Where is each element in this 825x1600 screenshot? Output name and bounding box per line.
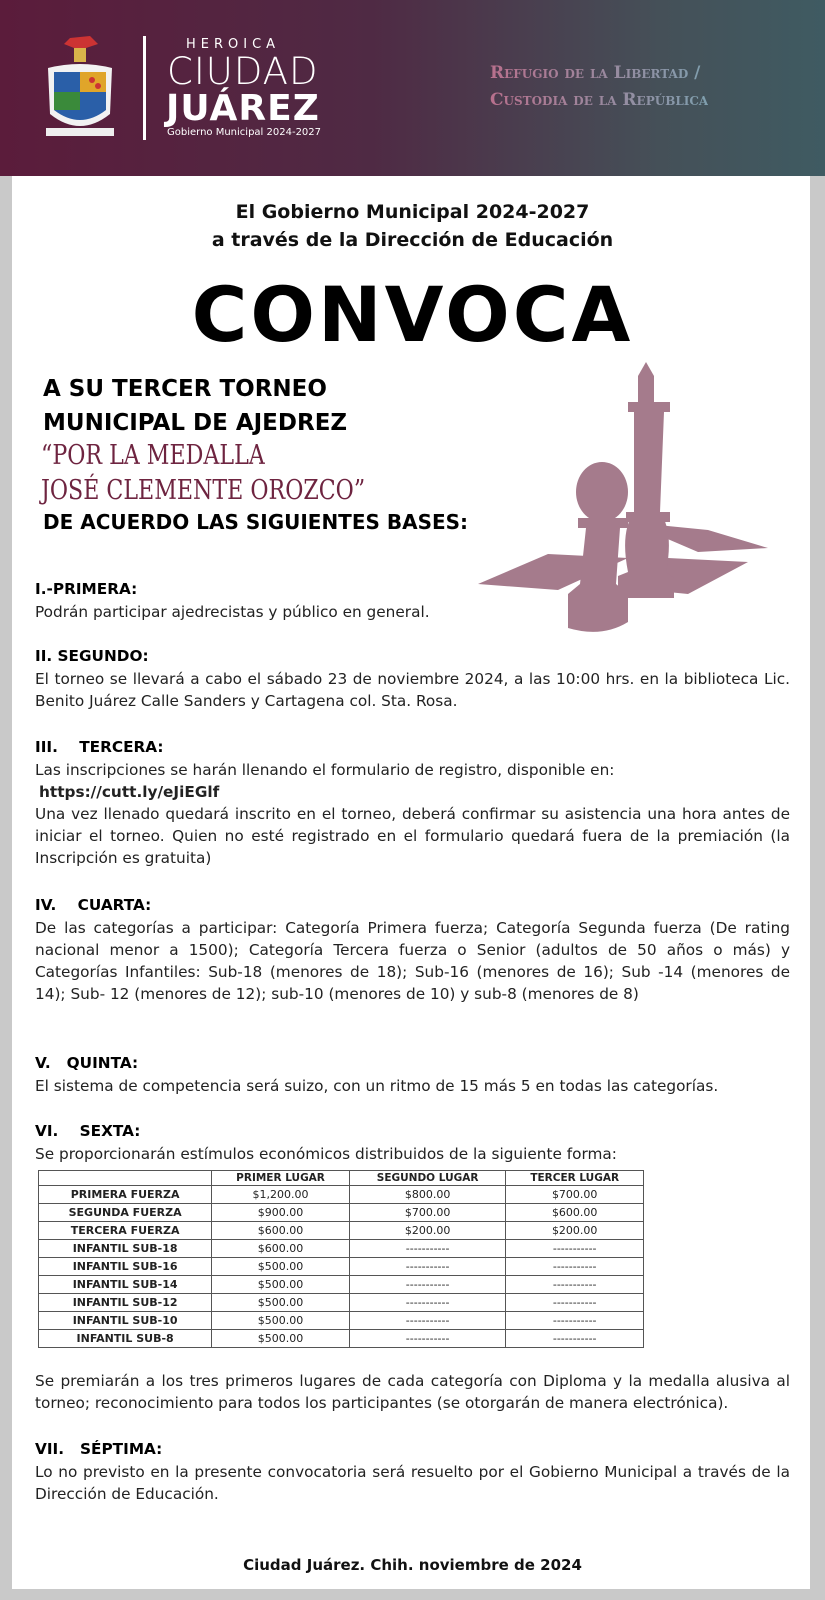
prize-cell: $600.00	[212, 1240, 350, 1258]
prize-cell: -----------	[506, 1240, 644, 1258]
section-heading: V. QUINTA:	[35, 1054, 139, 1072]
header-cell	[39, 1171, 212, 1186]
medal-line-2: JOSÉ CLEMENTE OROZCO”	[41, 475, 366, 506]
prize-cell: -----------	[506, 1276, 644, 1294]
table-row	[39, 1204, 644, 1222]
footer-place-date: Ciudad Juárez. Chih. noviembre de 2024	[243, 1556, 582, 1574]
prize-cell: $200.00	[349, 1222, 506, 1240]
section-text-2: Una vez llenado quedará inscrito en el torneo, deberá confirmar su asistencia una hora antes de iniciar el torneo. Quien no esté registrado en el formulario quedará fuera de la premiación (la Inscripción es gratuita)	[35, 805, 790, 867]
category-cell: PRIMERA FUERZA	[39, 1186, 212, 1204]
prize-cell: $500.00	[212, 1312, 350, 1330]
section-heading: II. SEGUNDO:	[35, 647, 149, 665]
logo-ciudad: CIUDAD	[167, 50, 319, 93]
header-banner	[0, 0, 825, 176]
table-row	[39, 1222, 644, 1240]
divider	[143, 36, 146, 140]
prize-cell: $500.00	[212, 1330, 350, 1348]
convoca-heading: CONVOCA	[191, 270, 634, 359]
prize-cell: -----------	[349, 1294, 506, 1312]
logo-juarez: JUÁREZ	[166, 88, 320, 129]
title-line-1: A SU TERCER TORNEO	[43, 376, 327, 402]
prize-cell: $900.00	[212, 1204, 350, 1222]
table-row	[39, 1312, 644, 1330]
prize-cell: -----------	[349, 1276, 506, 1294]
prize-cell: $600.00	[506, 1204, 644, 1222]
section-heading: IV. CUARTA:	[35, 896, 152, 914]
intro-line-1: El Gobierno Municipal 2024-2027	[235, 201, 590, 223]
section-sexta-note	[35, 1370, 790, 1414]
category-cell: TERCERA FUERZA	[39, 1222, 212, 1240]
prize-table	[38, 1170, 644, 1348]
prize-cell: $700.00	[349, 1204, 506, 1222]
prize-cell: $600.00	[212, 1222, 350, 1240]
category-cell: INFANTIL SUB-8	[39, 1330, 212, 1348]
header-cell: SEGUNDO LUGAR	[349, 1171, 506, 1186]
bases-heading: DE ACUERDO LAS SIGUIENTES BASES:	[43, 510, 469, 534]
intro	[0, 198, 825, 254]
header-cell: TERCER LUGAR	[506, 1171, 644, 1186]
section-septima	[35, 1438, 790, 1505]
category-cell: INFANTIL SUB-14	[39, 1276, 212, 1294]
prize-cell: -----------	[506, 1258, 644, 1276]
section-cuarta	[35, 894, 790, 1005]
section-text: Las inscripciones se harán llenando el formulario de registro, disponible en:	[35, 761, 615, 779]
intro-line-2: a través de la Dirección de Educación	[211, 229, 614, 251]
category-cell: SEGUNDA FUERZA	[39, 1204, 212, 1222]
table-row	[39, 1258, 644, 1276]
city-crest-logo	[40, 34, 120, 144]
table-row	[39, 1186, 644, 1204]
section-text: Lo no previsto en la presente convocatoria será resuelto por el Gobierno Municipal a través de la Dirección de Educación.	[35, 1463, 790, 1503]
prize-cell: $200.00	[506, 1222, 644, 1240]
section-heading: VI. SEXTA:	[35, 1122, 141, 1140]
table-row	[39, 1276, 644, 1294]
slogan-line-1: Refugio de la Libertad /	[490, 63, 701, 83]
table-header-row	[39, 1171, 644, 1186]
prize-cell: -----------	[349, 1330, 506, 1348]
section-text: Podrán participar ajedrecistas y público en general.	[35, 603, 430, 621]
slogan	[490, 60, 708, 114]
medal-title	[41, 438, 365, 508]
category-cell: INFANTIL SUB-12	[39, 1294, 212, 1312]
category-cell: INFANTIL SUB-18	[39, 1240, 212, 1258]
section-primera	[35, 578, 790, 623]
registration-link[interactable]: https://cutt.ly/eJiEGlf	[39, 783, 220, 801]
logo-heroica: HEROICA	[186, 37, 281, 52]
prize-cell: -----------	[506, 1330, 644, 1348]
prize-cell: -----------	[349, 1258, 506, 1276]
section-segundo	[35, 645, 790, 712]
section-text: El sistema de competencia será suizo, con un ritmo de 15 más 5 en todas las categorías.	[35, 1077, 719, 1095]
category-cell: INFANTIL SUB-10	[39, 1312, 212, 1330]
header-cell: PRIMER LUGAR	[212, 1171, 350, 1186]
medal-line-1: “POR LA MEDALLA	[41, 440, 265, 471]
prize-cell: -----------	[506, 1312, 644, 1330]
prize-cell: $500.00	[212, 1294, 350, 1312]
prize-cell: $500.00	[212, 1276, 350, 1294]
table-row	[39, 1294, 644, 1312]
section-heading: VII. SÉPTIMA:	[35, 1440, 163, 1458]
title-line-2: MUNICIPAL DE AJEDREZ	[43, 410, 348, 436]
section-tercera	[35, 736, 790, 869]
prize-cell: $700.00	[506, 1186, 644, 1204]
prize-cell: -----------	[349, 1240, 506, 1258]
prize-cell: $800.00	[349, 1186, 506, 1204]
section-text: De las categorías a participar: Categoría Primera fuerza; Categoría Segunda fuerza (De rating nacional menor a 1500); Categoría Tercera fuerza o Senior (adultos de 50 años o más) y Categorías Infantiles: Sub-18 (menores de 18); Sub-16 (menores de 16); Sub -14 (menores de 14); Sub- 12 (menores de 12); sub-10 (menores de 10) y sub-8 (menores de 8)	[35, 919, 790, 1003]
tournament-title	[43, 372, 347, 440]
section-text: El torneo se llevará a cabo el sábado 23 de noviembre 2024, a las 10:00 hrs. en la biblioteca Lic. Benito Juárez Calle Sanders y Cartagena col. Sta. Rosa.	[35, 670, 790, 710]
section-text-2: Se premiarán a los tres primeros lugares de cada categoría con Diploma y la medalla alusiva al torneo; reconocimiento para todos los participantes (se otorgarán de manera electrónica).	[35, 1372, 790, 1412]
table-row	[39, 1330, 644, 1348]
section-quinta	[35, 1052, 790, 1097]
category-cell: INFANTIL SUB-16	[39, 1258, 212, 1276]
section-heading: III. TERCERA:	[35, 738, 164, 756]
section-sexta	[35, 1120, 790, 1165]
logo-gobierno: Gobierno Municipal 2024-2027	[167, 127, 322, 138]
table-row	[39, 1240, 644, 1258]
section-text: Se proporcionarán estímulos económicos distribuidos de la siguiente forma:	[35, 1145, 617, 1163]
slogan-line-2: Custodia de la República	[490, 90, 709, 110]
section-heading: I.-PRIMERA:	[35, 580, 138, 598]
prize-cell: $1,200.00	[212, 1186, 350, 1204]
prize-cell: -----------	[506, 1294, 644, 1312]
prize-cell: -----------	[349, 1312, 506, 1330]
prize-cell: $500.00	[212, 1258, 350, 1276]
